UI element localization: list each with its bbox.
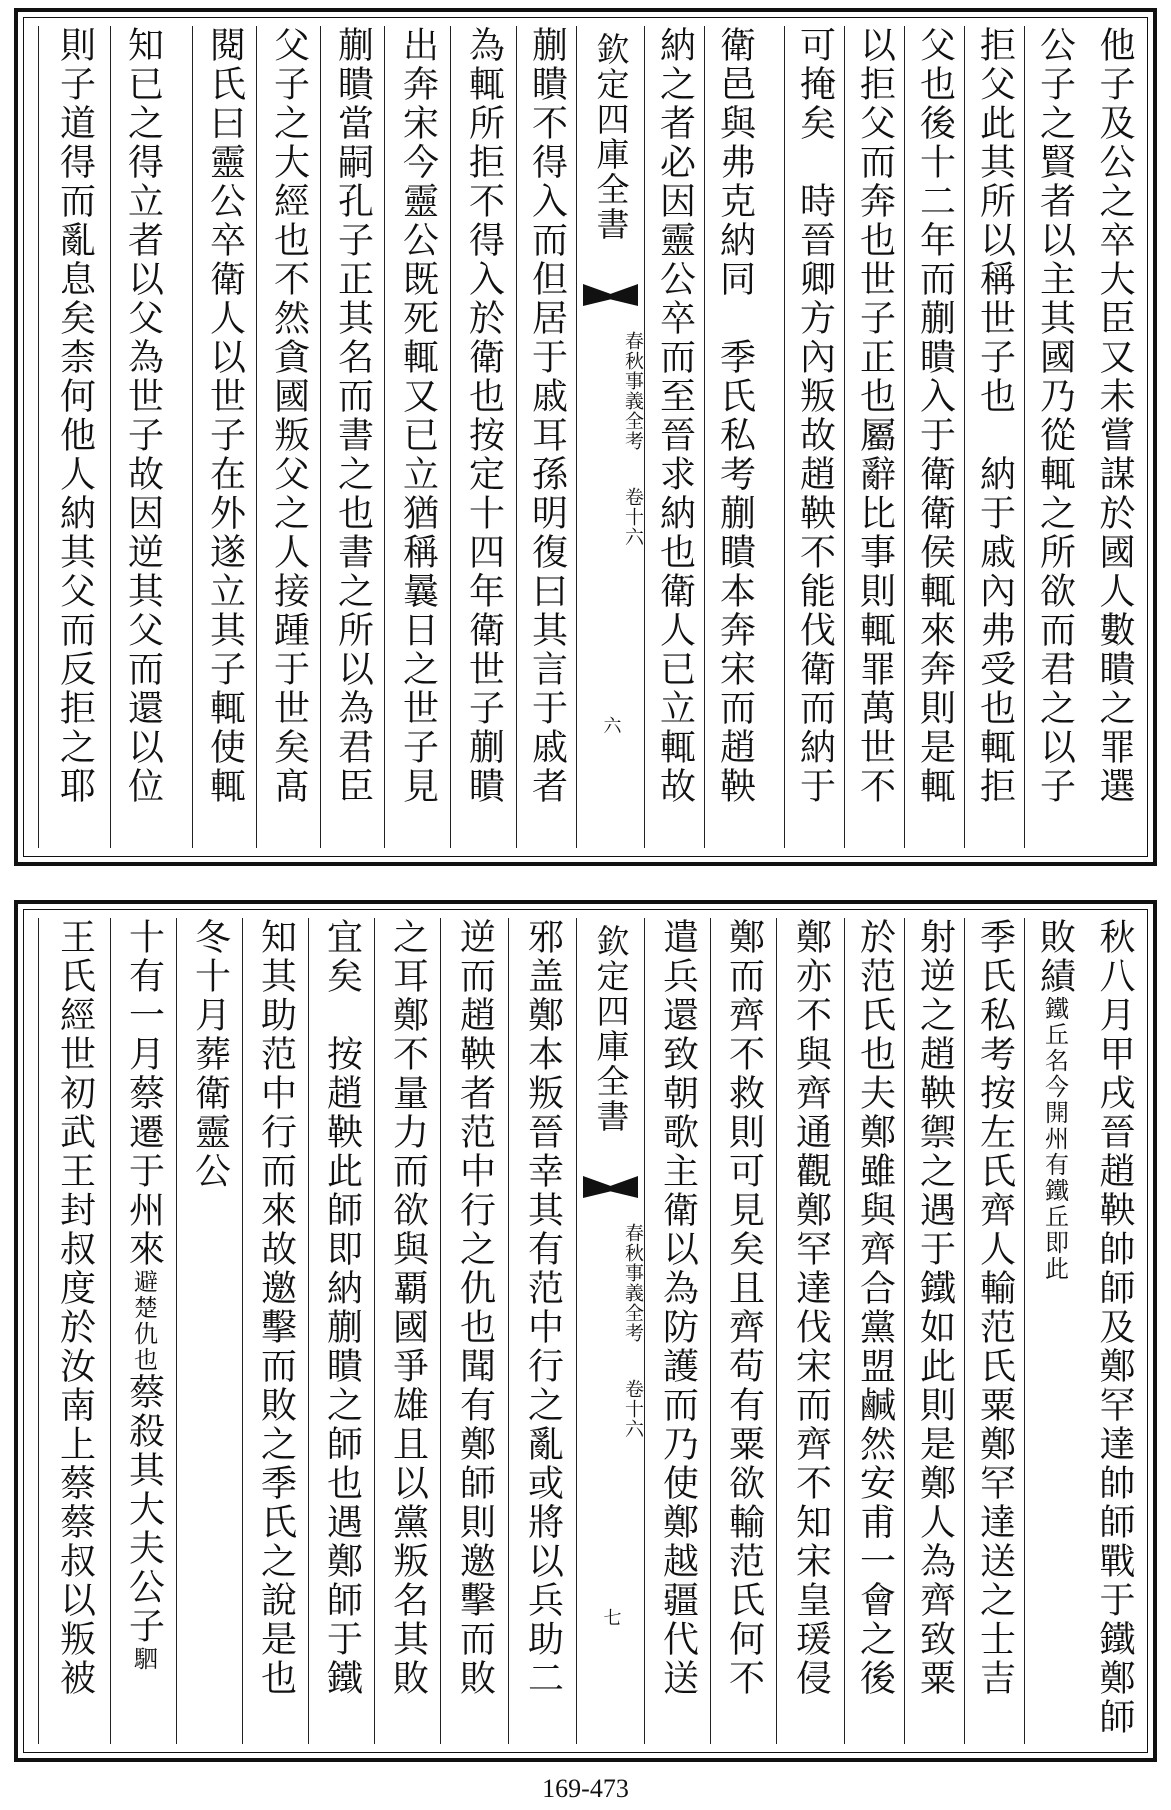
interlinear-note: 避楚 仇也 (129, 1269, 158, 1373)
page-reference-number: 169-473 (542, 1774, 629, 1803)
text-column: 以拒父而奔也世子正也屬辭比事則輒罪萬世不 (844, 26, 904, 848)
text-column: 之耳鄭不量力而欲與覇國爭雄且以黨叛名其敗 (374, 918, 440, 1744)
text-column: 邪盖鄭本叛晉幸其有范中行之亂或將以兵助二 (508, 918, 576, 1744)
text-column: 射逆之趙鞅禦之遇于鐵如此則是鄭人為齊致粟 (904, 918, 964, 1744)
text-column: 遣兵還致朝歌主衛以為防護而乃使鄭越疆代送 (644, 918, 710, 1744)
text-column: 閱氏曰靈公卒衛人以世子在外遂立其子輒使輒 (192, 26, 256, 848)
center-fold (576, 26, 644, 848)
text-column-with-note: 敗績 鐵丘名今開州 有鐵丘即此 (1024, 918, 1084, 1744)
text-column: 父子之大經也不然貪國叛父之人接踵于世矣髙 (256, 26, 320, 848)
text-column: 逆而趙鞅者范中行之仇也聞有鄭師則邀擊而敗 (440, 918, 508, 1744)
text-column: 秋八月甲戌晉趙鞅帥師及鄭罕達帥師戰于鐵鄭師 (1094, 918, 1135, 1737)
lower-page (14, 900, 1157, 1762)
center-book-title: 春秋事義全考 卷十六 (622, 1223, 644, 1439)
fish-tail-mark-icon (583, 284, 638, 306)
text-column: 拒父此其所以稱世子也 納于戚內弗受也輒拒 (964, 26, 1024, 848)
text-column: 為輒所拒不得入於衛也按定十四年衛世子蒯瞶 (450, 26, 516, 848)
interlinear-note: 鐵丘名今開州 有鐵丘即此 (1040, 996, 1069, 1282)
text-column: 宜矣 按趙鞅此師即納蒯瞶之師也遇鄭師于鐵 (308, 918, 374, 1744)
text-column: 納之者必因靈公卒而至晉求納也衛人已立輒故 (644, 26, 704, 848)
text-column: 蒯瞶當嗣孔子正其名而書之也書之所以為君臣 (320, 26, 384, 848)
text-column: 王氏經世初武王封叔度於汝南上蔡蔡叔以叛被 (38, 918, 110, 1744)
center-page-number: 六 (600, 716, 622, 734)
text-column-with-note: 十有一月蔡遷于州來 避楚 仇也 蔡殺其大夫公子 駟 (110, 918, 176, 1744)
text-column: 他子及公之卒大臣又未嘗謀於國人數瞶之罪選 (1094, 26, 1135, 806)
text-column: 於范氏也夫鄭雖與齊合黨盟鹹然安甫一會之後 (844, 918, 904, 1744)
center-title: 欽定四庫全書 (591, 924, 631, 1134)
text-column: 衛邑與弗克納同 季氏私考蒯瞶本奔宋而趙鞅 (704, 26, 764, 848)
text-column: 公子之賢者以主其國乃從輒之所欲而君之以子 (1024, 26, 1084, 848)
interlinear-note: 駟 (129, 1646, 158, 1672)
text-column: 出奔宋今靈公既死輒又已立猶稱曩日之世子見 (384, 26, 450, 848)
upper-page (14, 8, 1157, 866)
text-column: 知其助范中行而來故邀擊而敗之季氏之說是也 (242, 918, 308, 1744)
text-column: 則子道得而亂息矣柰何他人納其父而反拒之耶 (38, 26, 110, 848)
text-column: 季氏私考按左氏齊人輸范氏粟鄭罕達送之士吉 (964, 918, 1024, 1744)
upper-page-frame (23, 17, 1148, 857)
center-book-title: 春秋事義全考 卷十六 (622, 331, 644, 547)
text-column: 蒯瞶不得入而但居于戚耳孫明復曰其言于戚者 (516, 26, 576, 848)
center-page-number: 七 (600, 1608, 622, 1626)
lower-page-frame (23, 909, 1148, 1753)
text-column: 父也後十二年而蒯瞶入于衛衛侯輒來奔則是輒 (904, 26, 964, 848)
text-column: 知已之得立者以父為世子故因逆其父而還以位 (110, 26, 174, 848)
text-column: 冬十月葬衛靈公 (176, 918, 242, 1744)
text-column: 鄭而齊不救則可見矣且齊苟有粟欲輸范氏何不 (710, 918, 776, 1744)
text-column: 可掩矣 時晉卿方內叛故趙鞅不能伐衛而納于 (784, 26, 844, 848)
text-column: 鄭亦不與齊通觀鄭罕達伐宋而齊不知宋皇瑗侵 (776, 918, 844, 1744)
center-fold (576, 918, 644, 1744)
fish-tail-mark-icon (583, 1176, 638, 1198)
center-title: 欽定四庫全書 (591, 32, 631, 242)
